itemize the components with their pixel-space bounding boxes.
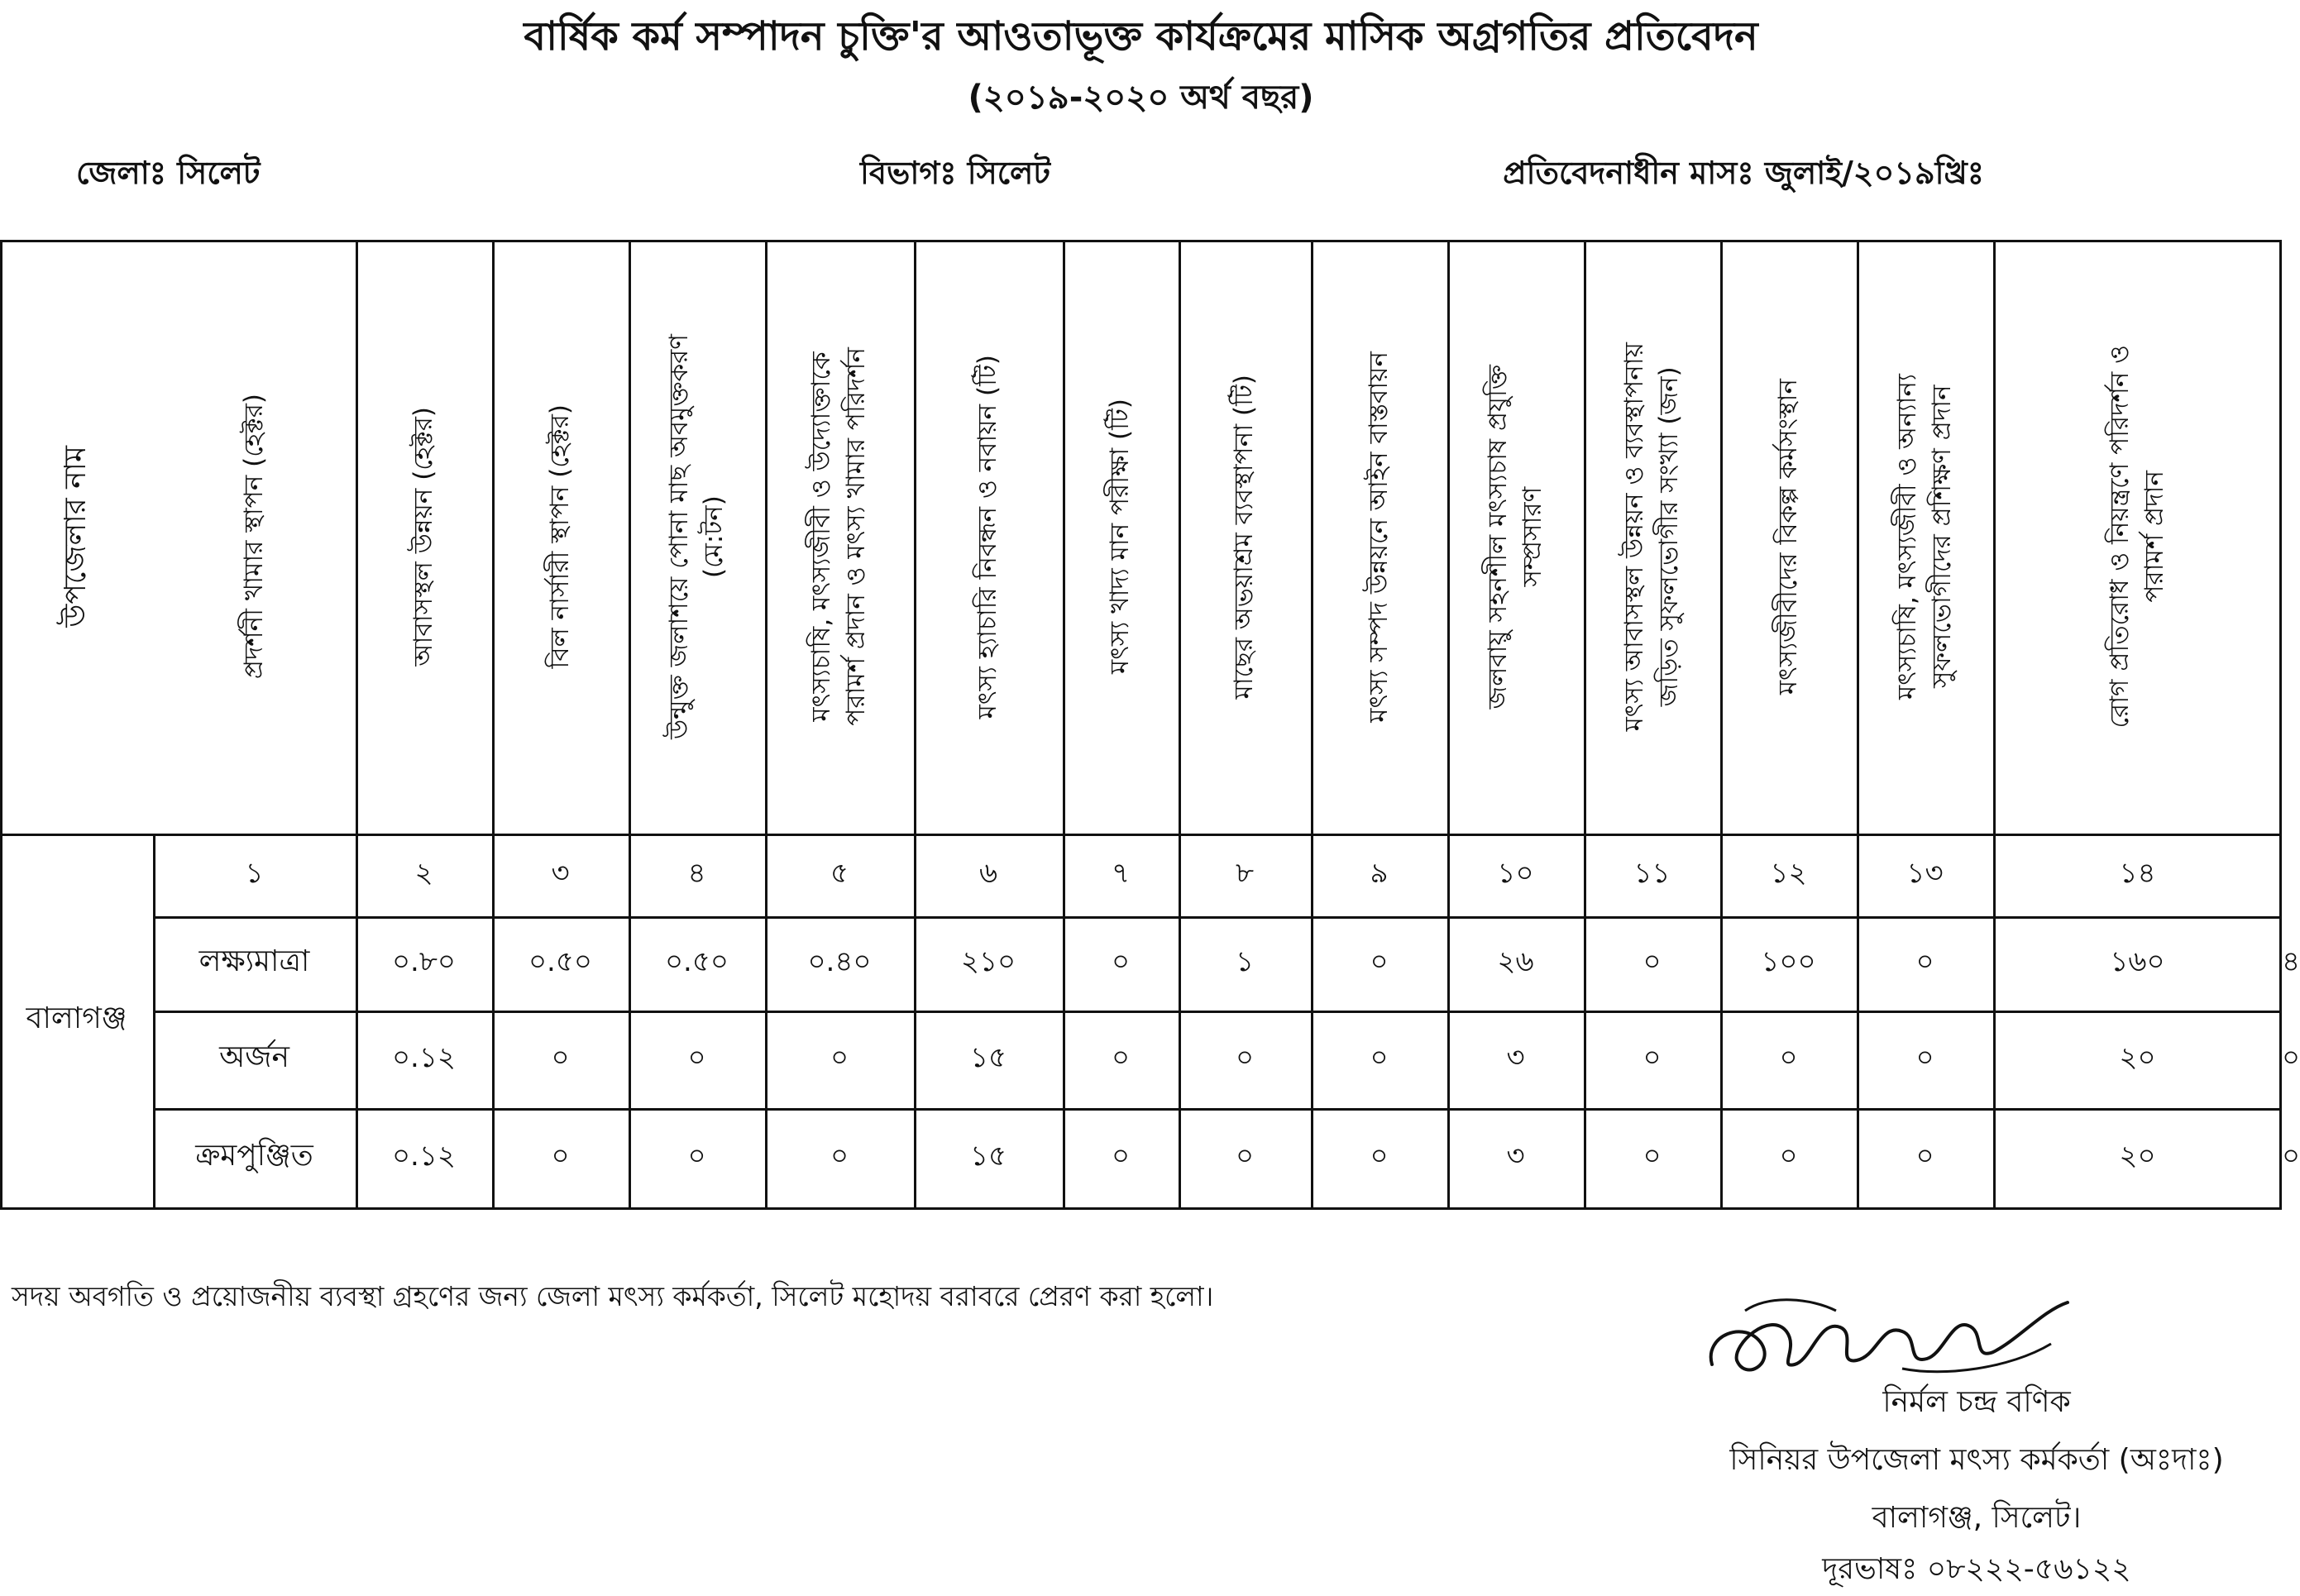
column-number: ৩ (551, 856, 570, 890)
table-cell: ১৫ (969, 1139, 1007, 1173)
column-header-text: মৎস্যজীবীদের বিকল্প কর্মসংস্থান (1772, 378, 1803, 695)
table-cell: ০.৫০ (664, 944, 729, 978)
table-cell: ০.১২ (391, 1139, 457, 1173)
column-header-text: মৎস্য হ্যাচারি নিবন্ধন ও নবায়ন (টি) (973, 354, 1003, 719)
column-number: ৫ (830, 856, 849, 890)
table-cell: ০ (551, 1040, 570, 1074)
column-header (1720, 240, 1857, 834)
table-cell: ১০০ (1761, 944, 1816, 978)
table-cell: ০ (1111, 944, 1131, 978)
column-header (765, 240, 914, 834)
row-label: অর্জন (219, 1040, 289, 1074)
report-month-label: প্রতিবেদনাধীন মাসঃ জুলাই/২০১৯খ্রিঃ (1503, 155, 1984, 191)
table-cell: ০ (1370, 944, 1389, 978)
column-header-text: মৎস্য সম্পদ উন্নয়নে আইন বাস্তবায়ন (1363, 351, 1394, 723)
upazila-header-text: উপজেলার নাম (59, 446, 93, 628)
table-cell: ০ (1643, 944, 1662, 978)
officer-designation: সিনিয়র উপজেলা মৎস্য কর্মকর্তা (অঃদাঃ) (1729, 1443, 2224, 1477)
column-header (492, 240, 629, 834)
column-header-text: উন্মুক্ত জলাশয়ে পোনা মাছ অবমুক্তকরণ (মে:টন) (663, 333, 729, 740)
row-label: ক্রমপুঞ্জিত (195, 1139, 313, 1173)
table-cell: ০ (1915, 1040, 1934, 1074)
table-cell: ০ (1779, 1139, 1798, 1173)
table-cell: ০ (1235, 1139, 1255, 1173)
column-header (1857, 240, 1993, 834)
table-cell: ০ (830, 1139, 849, 1173)
column-number: ১১ (1633, 856, 1671, 890)
table-cell: ৪ (2282, 944, 2300, 978)
forwarding-note: সদয় অবগতি ও প্রয়োজনীয় ব্যবস্থা গ্রহণের জন্য জেলা মৎস্য কর্মকর্তা, সিলেট মহোদয় বরাবরে প্রেরণ করা হলো। (12, 1280, 1214, 1312)
report-title: বার্ষিক কর্ম সম্পাদন চুক্তি'র আওতাভূক্ত কার্যক্রমের মাসিক অগ্রগতির প্রতিবেদন (524, 13, 1758, 60)
table-cell: ৩ (1506, 1139, 1525, 1173)
column-header (356, 240, 492, 834)
column-header (1179, 240, 1311, 834)
column-header (914, 240, 1063, 834)
column-header (1584, 240, 1720, 834)
table-cell: ০ (830, 1040, 849, 1074)
table-cell: ০ (1111, 1139, 1131, 1173)
column-header (629, 240, 765, 834)
column-number: ১৩ (1906, 856, 1944, 890)
column-number: ১ (245, 856, 264, 890)
table-cell: ২৬ (1497, 944, 1534, 978)
column-header-text: প্রদর্শনী খামার স্থাপন (হেক্টর) (238, 394, 269, 680)
column-header-text: আবাসস্থল উন্নয়ন (হেক্টর) (408, 407, 438, 667)
table-cell: ১৫ (969, 1040, 1007, 1074)
column-header (1993, 240, 2282, 834)
column-header-text: মৎস্য খাদ্য মান পরীক্ষা (টি) (1105, 399, 1136, 675)
table-cell: ১ (1235, 944, 1255, 978)
table-cell: ০ (1915, 944, 1934, 978)
column-header-text: রোগ প্রতিরোধ ও নিয়ন্ত্রণে পরিদর্শন ও পরামর্শ প্রদান (2104, 345, 2169, 729)
upazila-name: বালাগঞ্জ (26, 1001, 127, 1035)
division-label: বিভাগঃ সিলেট (860, 155, 1051, 191)
table-cell: ০ (2282, 1040, 2300, 1074)
table-cell: ০ (687, 1139, 706, 1173)
table-cell: ২০ (2119, 1139, 2156, 1173)
officer-office: বালাগঞ্জ, সিলেট। (1872, 1501, 2082, 1535)
officer-name: নির্মল চন্দ্র বণিক (1882, 1385, 2071, 1419)
upazila-header (0, 240, 153, 834)
column-header-text: বিল নার্সারী স্থাপন (হেক্টর) (544, 404, 575, 669)
table-cell: ০ (551, 1139, 570, 1173)
column-header-text: মাছের অভয়াশ্রম ব্যবস্থাপনা (টি) (1229, 374, 1260, 700)
column-header-text: মৎস্য আবাসস্থল উন্নয়ন ও ব্যবস্থাপনায় জড়িত সুফলভোগীর সংখ্যা (জন) (1619, 342, 1684, 732)
column-number: ৯ (1370, 856, 1389, 890)
row-label: লক্ষ্যমাত্রা (198, 944, 310, 978)
officer-phone: দূরভাষঃ ০৮২২২-৫৬১২২ (1822, 1552, 2131, 1586)
table-cell: ০ (1111, 1040, 1131, 1074)
table-cell: ০ (1915, 1139, 1934, 1173)
table-cell: ০.৪০ (807, 944, 872, 978)
table-row-divider (0, 1207, 2282, 1210)
table-cell: ০.১২ (391, 1040, 457, 1074)
column-number: ৪ (687, 856, 706, 890)
table-cell: ০ (1370, 1139, 1389, 1173)
column-number: ১৪ (2119, 856, 2156, 890)
column-header-text: মৎস্যচাষি, মৎস্যজীবী ও অন্যান্য সুফলভোগীদের প্রশিক্ষণ প্রদান (1891, 374, 1957, 700)
table-cell: ২০ (2119, 1040, 2156, 1074)
table-cell: ০ (1779, 1040, 1798, 1074)
column-number: ৬ (978, 856, 998, 890)
column-header (1063, 240, 1179, 834)
column-header (153, 240, 356, 834)
table-cell: ০ (1235, 1040, 1255, 1074)
table-cell: ০ (1643, 1139, 1662, 1173)
column-number: ৮ (1235, 856, 1255, 890)
table-cell: ০.৮০ (391, 944, 457, 978)
column-number: ১০ (1497, 856, 1534, 890)
table-cell: ০.৫০ (528, 944, 593, 978)
column-number: ৭ (1111, 856, 1131, 890)
column-header-text: জলবায়ু সহনশীল মৎস্যচাষ প্রযুক্তি সম্প্রসারণ (1482, 364, 1547, 710)
signature-image (1695, 1286, 2076, 1393)
table-cell: ০ (687, 1040, 706, 1074)
table-cell: ১৬০ (2110, 944, 2165, 978)
column-number: ১২ (1770, 856, 1807, 890)
column-header (1311, 240, 1447, 834)
fiscal-year-subtitle: (২০১৯-২০২০ অর্থ বছর) (968, 79, 1314, 117)
table-cell: ০ (2282, 1139, 2300, 1173)
table-cell: ৩ (1506, 1040, 1525, 1074)
column-header-text: মৎস্যচাষি, মৎস্যজীবী ও উদ্যোক্তাকে পরামর্শ প্রদান ও মৎস্য খামার পরিদর্শন (806, 347, 871, 726)
column-header (1447, 240, 1584, 834)
column-number: ২ (414, 856, 433, 890)
table-cell: ০ (1370, 1040, 1389, 1074)
table-cell: ০ (1643, 1040, 1662, 1074)
table-cell: ২১০ (960, 944, 1016, 978)
district-label: জেলাঃ সিলেট (76, 155, 261, 191)
